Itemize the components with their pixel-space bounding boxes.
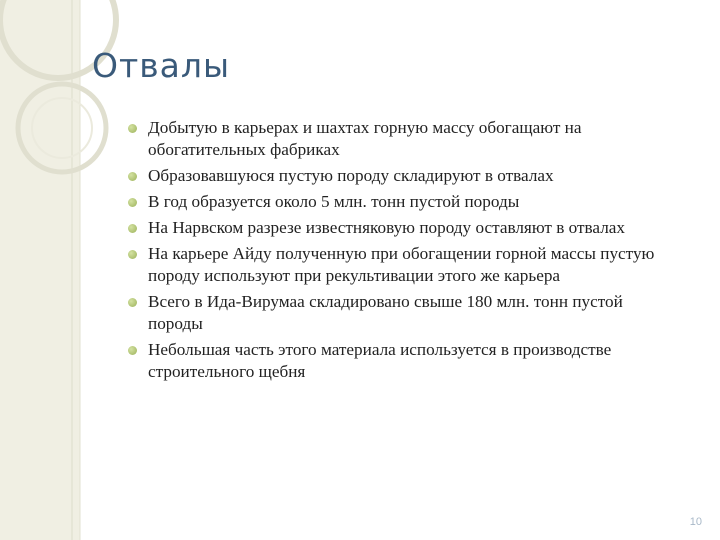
bullet-list <box>128 117 680 387</box>
bullet-icon <box>128 250 137 259</box>
bullet-icon <box>128 124 137 133</box>
bullet-text: На карьере Айду полученную при обогащении горной массы пустую породу используют при рекультивации этого же карьера <box>148 244 655 285</box>
list-item <box>128 117 680 161</box>
list-item <box>128 339 680 383</box>
bullet-icon <box>128 172 137 181</box>
bullet-icon <box>128 346 137 355</box>
bullet-icon <box>128 224 137 233</box>
slide-title: Отвалы <box>92 46 231 85</box>
bullet-text: В год образуется около 5 млн. тонн пустой породы <box>148 192 520 211</box>
bullet-text: Образовавшуюся пустую породу складируют в отвалах <box>148 166 554 185</box>
bullet-text: Всего в Ида-Вирумаа складировано свыше 180 млн. тонн пустой породы <box>148 292 623 333</box>
bullet-text: Добытую в карьерах и шахтах горную массу обогащают на обогатительных фабриках <box>148 118 582 159</box>
list-item <box>128 243 680 287</box>
list-item <box>128 165 680 187</box>
bullet-text: На Нарвском разрезе известняковую породу оставляют в отвалах <box>148 218 625 237</box>
bullet-text: Небольшая часть этого материала используется в производстве строительного щебня <box>148 340 612 381</box>
bullet-icon <box>128 298 137 307</box>
list-item <box>128 217 680 239</box>
bullet-icon <box>128 198 137 207</box>
page-number: 10 <box>689 516 702 528</box>
list-item <box>128 191 680 213</box>
list-item <box>128 291 680 335</box>
